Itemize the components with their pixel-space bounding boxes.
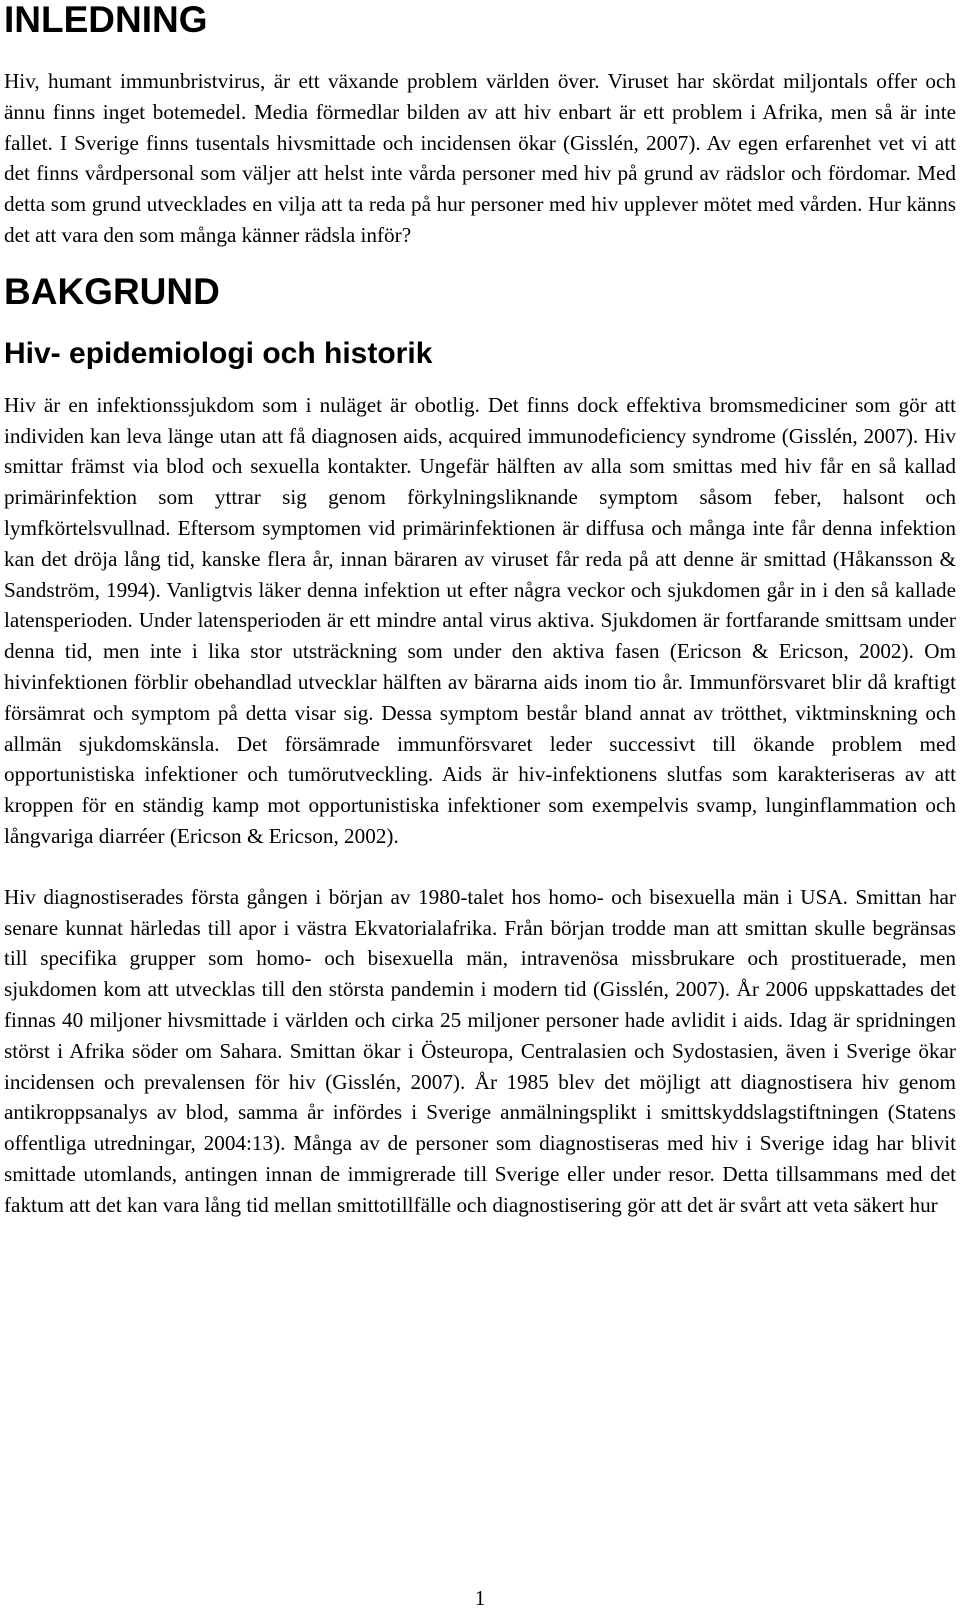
epidemiology-paragraph-2: Hiv diagnostiserades första gången i början av 1980-talet hos homo- och bisexuella män i USA. Smittan har senare kunnat härledas till apor i västra Ekvatorialafrika. Från början trodde man att smittan skulle begränsas till specifika grupper som homo- och bisexuella män, intravenösa missbrukare och prostituerade, men sjukdomen kom att utvecklas till den största pandemin i modern tid (Gisslén, 2007). År 2006 uppskattades det finnas 40 miljoner hivsmittade i världen och cirka 25 miljoner personer hade avlidit i aids. Idag är spridningen störst i Afrika söder om Sahara. Smittan ökar i Östeuropa, Centralasien och Sydostasien, även i Sverige ökar incidensen och prevalensen för hiv (Gisslén, 2007). År 1985 blev det möjligt att diagnostisera hiv genom antikroppsanalys av blod, samma år infördes i Sverige anmälningsplikt i smittskyddslagstiftningen (Statens offentliga utredningar, 2004:13). Många av de personer som diagnostiseras med hiv i Sverige idag har blivit smittade utomlands, antingen innan de immigrerade till Sverige eller under resor. Detta tillsammans med det faktum att det kan vara lång tid mellan smittotillfälle och diagnostisering gör att det är svårt att veta säkert hur [4, 884, 956, 1217]
epidemiology-paragraph-1: Hiv är en infektionssjukdom som i nuläget är obotlig. Det finns dock effektiva bromsmediciner som gör att individen kan leva länge utan att få diagnosen aids, acquired immunodeficiency syndrome (Gisslén, 2007). Hiv smittar främst via blod och sexuella kontakter. Ungefär hälften av alla som smittas med hiv får en så kallad primärinfektion som yttrar sig genom förkylningsliknande symptom såsom feber, halsont och lymfkörtelsvullnad. Eftersom symptomen vid primärinfektionen är diffusa och många inte får denna infektion kan det dröja lång tid, kanske flera år, innan bäraren av viruset får reda på att denne är smittad (Håkansson & Sandström, 1994). Vanligtvis läker denna infektion ut efter några veckor och sjukdomen går in i den så kallade latensperioden. Under latensperioden är ett mindre antal virus aktiva. Sjukdomen är fortfarande smittsam under denna tid, men inte i lika stor utsträckning som under den aktiva fasen (Ericson & Ericson, 2002). Om hivinfektionen förblir obehandlad utvecklar hälften av bärarna aids inom tio år. Immunförsvaret blir då kraftigt försämrat och symptom på detta visar sig. Dessa symptom består bland annat av trötthet, viktminskning och allmän sjukdomskänsla. Det försämrade immunförsvaret leder successivt till ökande problem med opportunistiska infektioner och tumörutveckling. Aids är hiv-infektionens slutfas som karakteriseras av att kroppen för en ständig kamp mot opportunistiska infektioner som exempelvis svamp, lunginflammation och långvariga diarréer (Ericson & Ericson, 2002). [4, 392, 956, 848]
subsection-heading-epidemiology: Hiv- epidemiologi och historik [4, 336, 433, 370]
section-heading-inledning: INLEDNING [4, 0, 208, 40]
page-number: 1 [474, 1586, 486, 1610]
document-page [4, 0, 956, 1221]
intro-paragraph: Hiv, humant immunbristvirus, är ett växande problem världen över. Viruset har skördat miljontals offer och ännu finns inget botemedel. Media förmedlar bilden av att hiv enbart är ett problem i Afrika, men så är inte fallet. I Sverige finns tusentals hivsmittade och incidensen ökar (Gisslén, 2007). Av egen erfarenhet vet vi att det finns vårdpersonal som väljer att helst inte vårda personer med hiv på grund av rädslor och fördomar. Med detta som grund utvecklades en vilja att ta reda på hur personer med hiv upplever mötet med vården. Hur känns det att vara den som många känner rädsla inför? [4, 69, 956, 247]
section-heading-bakgrund: BAKGRUND [4, 270, 220, 312]
